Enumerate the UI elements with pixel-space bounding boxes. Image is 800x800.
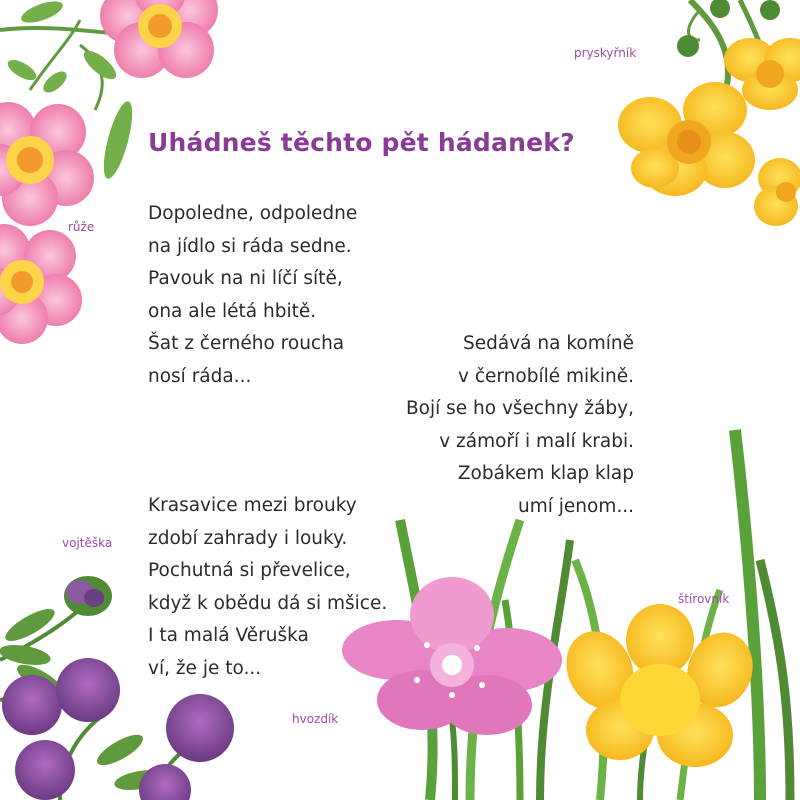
riddle-line: když k obědu dá si mšice.	[148, 592, 388, 614]
riddle-line: umí jenom...	[518, 495, 634, 517]
riddle-line: na jídlo si ráda sedne.	[148, 235, 352, 257]
birdsfoot-trefoil-illustration	[554, 604, 763, 800]
riddle-line: v zámoří i malí krabi.	[439, 430, 634, 452]
riddle-line: zdobí zahrady i louky.	[148, 527, 348, 549]
riddle-1	[148, 198, 357, 393]
riddle-line: Zobákem klap klap	[457, 463, 634, 484]
riddle-line: Šat z černého roucha	[148, 333, 345, 354]
riddle-3	[148, 490, 387, 685]
buttercup-illustration	[618, 0, 800, 226]
riddle-line: ví, že je to...	[148, 657, 262, 679]
label-birdsfoot-trefoil: štírovník	[678, 592, 730, 606]
riddle-line: ona ale létá hbitě.	[148, 300, 317, 322]
label-rose: růže	[68, 220, 95, 234]
riddle-line: Krasavice mezi brouky	[148, 495, 357, 516]
riddle-2	[406, 328, 634, 523]
riddle-line: Pavouk na ni líčí sítě,	[148, 268, 343, 289]
label-buttercup: pryskyřník	[574, 46, 637, 60]
page-title: Uhádneš těchto pět hádanek?	[148, 128, 575, 157]
label-carnation: hvozdík	[292, 712, 339, 726]
riddle-line: nosí ráda...	[148, 365, 252, 387]
riddle-line: v černobílé mikině.	[458, 365, 634, 387]
riddle-line: Sedává na komíně	[463, 333, 634, 354]
riddle-line: I ta malá Věruška	[148, 625, 309, 646]
riddle-line: Bojí se ho všechny žáby,	[405, 398, 634, 419]
label-alfalfa: vojtěška	[62, 536, 113, 550]
riddle-line: Dopoledne, odpoledne	[148, 203, 358, 224]
riddle-line: Pochutná si převelice,	[148, 560, 351, 581]
